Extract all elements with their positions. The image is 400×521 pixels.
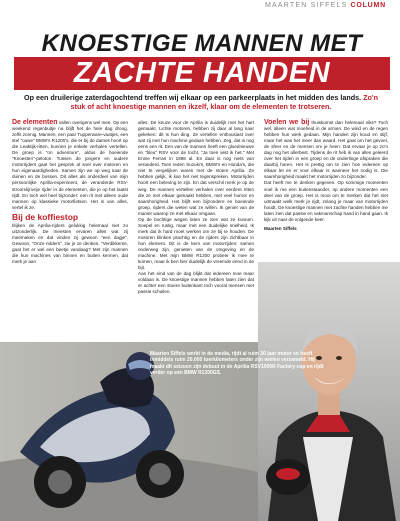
header-author: MAARTEN SIFFELS	[265, 2, 348, 9]
body-text: alles. De keuze voor de Aprilia is duidelijk met het hart gemaakt. Lichte motoren, hebben zij daar al lang naar gekeken: dit is hun ding. Ze vertellen enthousiast over wat zij met hun machine gedaan hebben. Zeg, dat is nog eens een rit. Een van de mannen heeft een gloednieuwe en "bleu" RSV voor de tocht, "Ja toen wist ik het." Met Ennie Ferrari in 1998 al. En daar is nog niets van veranderd. Toen reden Suzuki's, BMW's en Honda's, die niet te vergelijken waren met de stoere Aprilia. Ze hebben gelijk, ik kan het niet tegenspreken. Motorrijden hoort een beleving te zijn. En dat verschil merk je op de weg. De mannen vertellen verhalen over eerdere ritten die ze met elkaar gemaakt hebben, met veel humor en saamhorigheid. Het blijft een bijzondere en boeiende groep, rijders die weten wat ze willen. Ik geniet van de manier waarop ze met elkaar omgaan.	[138, 120, 254, 216]
headline-band	[14, 57, 390, 90]
intro-part2: Zo'n stuk of acht knoestige mannen en ikzelf, klaar om de elementen te trotseren.	[70, 93, 378, 111]
article-column-1	[12, 120, 128, 265]
body-text: thuiskomst dan helemaal niks? Toch wel, alleen wat moeheid in de armen. De wind en de regen hebben hun werk gedaan. Mijn handen zijn koud en stijf, maar het was het meer dan waard. Het gaat om het gevoel, de sfeer en de mensen om je heen. Dat ervaar je op zo'n dag nog het allerbest. Tijdens de rit heb ik van alles geleerd over het rijden in een groep en de onderlinge afspraken die daarbij horen. Het is prettig om te zien hoe iedereen op elkaar let en er voor elkaar is wanneer het nodig is. Die saamhorigheid maakt het motorrijden zo bijzonder.	[264, 120, 388, 180]
body-text: Aan het eind van de dag blijkt dat iedereen moe maar voldaan is. De knoestige mannen hebben laten zien dat er achter een stoere buitenkant toch vooral mensen met passie schuilen.	[138, 271, 254, 295]
intro-paragraph	[16, 94, 386, 111]
header-section: COLUMN	[350, 2, 386, 9]
body-text: vallen overigens wel mee. Op een weekend regenbuitje na blijft het de hele dag droog, zelfs zonnig. Mannen, een paar Tupperware-vaatjes, een stel "ouwe" BMW's R1200's, die er bij de dames hoort op die Leaktijk-ritten, kunnen je enkele verhalen vertellen. De groep is "on adventure", aldus de boeiende "Knoesten"-peloton. Tussen de jongere en oudere motorrijders gaat het gesprek al snel over motoren en hun eigenaardigheden. Samen zijn we op weg naar de duinen en de bossen. Dit alles als onderdeel van mijn persoonlijke Aprilia-experiment, de veranderde RSV-stroomlijnvrije rijder in de elementen, die je op het laatst rijdt. En toch wel heel bijzonder: een rit met alleen oude mannen op klassieke motorfietsen. Het is van alles, vertel ik ze.	[12, 120, 129, 210]
body-text: blijken de Aprilia-rijders gelukkig helemaal niet zo uitzonderlijk. De meesten ervaren alles wat zij meemaken en dat vinden zij gewoon "een dagje". Gewoon, "Onze ridders", zie je ze denken. "Verdikkeme, gaat het er wel een beetje vandaag? Met zijn mannen die hun machines van binnen en buiten kennen, dat merk je aan	[12, 222, 128, 264]
page-header	[0, 0, 400, 11]
article-column-2	[138, 120, 254, 295]
body-text: Op de bochtige wegen laten ze zien wat ze kunnen. Soepel en rustig, maar met een duidelijke snelheid. Ik merk dat ik hard moet werken om ze bij te houden. De motoren klinken prachtig en de rijders zijn zichtbaar in hun element. Dit is de kern van motorrijden: samen onderweg zijn, genieten van de omgeving en de machine. Met mijn BMW R1200 probeer ik mee te komen, maar ik ben hier duidelijk de vreemde eend in de bijt.	[138, 216, 254, 271]
author-portrait-photo	[258, 262, 400, 521]
subheading: Bij de koffiestop	[12, 211, 79, 222]
author-signature: Maarten Siffels	[264, 225, 297, 231]
photo-caption: Maarten Siffels werkt in de media, rijdt al ruim 30 jaar motor en heeft inmiddels ruim 20.000 toerkilometers onder zijn wielen verzameld. Hij maakt dit seizoen zijn debuut in de Aprilia RSV1000R Factory cup en rijdt verder op een BMW R1200GS.	[150, 351, 324, 377]
lead-word: Voelen we bij	[264, 119, 310, 126]
body-text: Dat heeft me te denken gegeven. Op sommige momenten voel ik me een buitenstaander, op andere momenten een deel van de groep. Het is mooi om te merken dat het niet uitmaakt welk merk je rijdt, zolang je maar van motorrijden houdt. De knoestige mannen met zachte handen hebben me laten zien dat passie en vakmanschap hand in hand gaan. Ik kijk uit naar de volgende keer.	[264, 180, 388, 222]
article-column-3	[264, 120, 388, 232]
headline-line2: ZACHTE HANDEN	[73, 57, 331, 89]
headline-line1: KNOESTIGE MANNEN MET	[41, 30, 363, 57]
lead-word: De elementen	[12, 119, 58, 126]
intro-part1: Op een druilerige zaterdagochtend treffen wij elkaar op een parkeerplaats in het midden des lands.	[24, 93, 362, 102]
